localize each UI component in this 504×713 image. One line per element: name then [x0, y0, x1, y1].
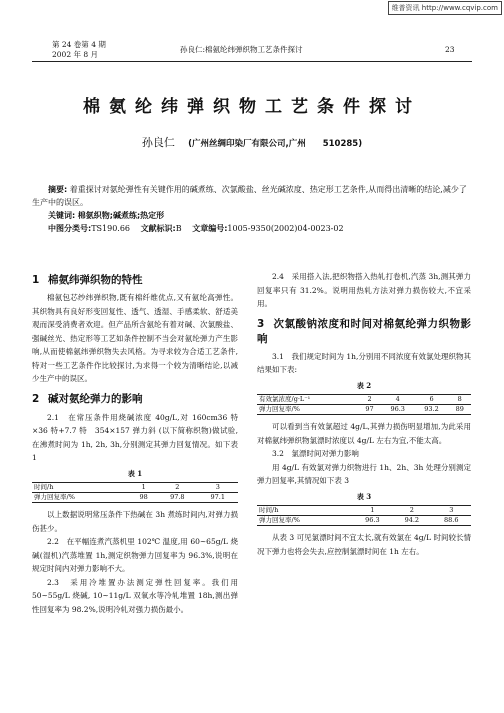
section-1-text: 棉氨包芯纱纬弹织物,既有棉纤维优点,又有氨纶高弹性。其织物具有良好形变回复性、透气、透湿、手感柔软、舒适美观而深受消费者欢迎。但产品所含氨纶有着对碱、次氯酸盐、强碱丝光、热定形等工艺如条件控制不当会对氨纶弹力产生影响,从而使棉氨纬弹织物失去风格。为寻求较为合适工艺条件,特对一些工艺条件作比较探讨,为求得一个较为清晰结论,以减少生产中的误区。	[32, 293, 238, 383]
table-row: 时间/h 1 2 3	[32, 483, 238, 493]
table-row: 弹力回复率/% 96.3 94.2 88.6	[257, 516, 471, 526]
table-3-caption: 表 3	[356, 491, 372, 501]
section-3-heading: 3 次氯酸钠浓度和时间对棉氨纶弹力织物影响	[257, 317, 471, 345]
left-column	[32, 273, 238, 616]
section-1-heading: 1 棉氨纬弹织物的特性	[32, 274, 143, 286]
table-1-caption: 表 1	[127, 468, 143, 478]
table-row: 弹力回复率/% 98 97.8 97.1	[32, 493, 238, 503]
abstract-block	[32, 183, 472, 235]
keywords-label: 关键词:	[48, 211, 76, 220]
table-2-caption: 表 2	[356, 380, 372, 390]
section-3-1-text: 3.1 我们规定时间为 1h,分别用不同浓度有效氯处理织物其结果如下表:	[257, 351, 471, 374]
section-3-1-conclusion: 可以看到当有效氯超过 4g/L,其弹力损伤明显增加,为此采用对棉氨纬弹织物氯漂时浓度以 4g/L 左右为宜,不能太高。	[257, 422, 471, 445]
table-row: 有效氯浓度/g·L⁻¹ 2 4 6 8	[257, 395, 471, 405]
section-3-2-heading: 3.2 氯漂时间对弹力影响	[272, 449, 359, 458]
section-2-3-text: 2.3 采用冷堆置办法测定弹性回复率。我们用 50~55g/L 烧碱, 10~11g/L 双氧水等冷轧堆置 18h,测出弹性回复率为 98.2%,说明冷轧对强力损伤最小。	[32, 577, 238, 614]
author-affiliation: (广州丝绸印染厂有限公司,广州 510285)	[188, 139, 363, 149]
abstract-label: 摘要:	[48, 185, 68, 194]
header-rule	[32, 61, 472, 62]
article-id-value: 1005-9350(2002)04-0023-02	[227, 224, 344, 233]
page-number: 23	[445, 45, 455, 54]
doc-code-value: B	[175, 224, 182, 233]
section-2-heading: 2 碱对氨纶弹力的影响	[32, 392, 143, 405]
article-id-label: 文章编号:	[192, 224, 228, 233]
table-1	[32, 482, 238, 503]
watermark-badge: 维普资讯 http://www.cqvip.com	[388, 1, 502, 15]
running-title: 孙良仁:棉氨纶纬弹织物工艺条件探讨	[180, 45, 303, 54]
clc-label: 中图分类号:	[48, 224, 92, 233]
section-2-1-conclusion: 以上数据说明常压条件下热碱在 3h 煮练时间内,对弹力损伤甚少。	[32, 510, 238, 533]
section-2-2-text: 2.2 在平幅连煮汽蒸机里 102℃ 温度,用 60~65g/L 烧碱(湿机)汽蒸堆置 1h,测定织物弹力回复率为 96.3%,说明在规定时间内对弹力影响不大。	[32, 537, 238, 573]
table-row: 弹力回复率/% 97 96.3 93.2 89	[257, 405, 471, 415]
table-row: 时间/h 1 2 3	[257, 506, 471, 516]
paper-title: 棉氨纶纬弹织物工艺条件探讨	[83, 97, 421, 117]
table-2	[257, 394, 471, 415]
table-3	[257, 505, 471, 526]
section-3-2-text: 用 4g/L 有效氯对弹力织物进行 1h、2h、3h 处理分别测定弹力回复率,其情况如下表 3	[257, 462, 471, 485]
right-column	[257, 270, 471, 558]
section-2-1-text: 2.1 在常压条件用烧碱浓度 40g/L,对 160cm36 特×36 特+7.7 特 354×157 弹力斜 (以下简称织物)做试验,在沸煮时间为 1h, 2h, 3h,分别测定其弹力回复情况。如下表 1	[32, 412, 238, 462]
author-line	[0, 134, 504, 150]
author-name: 孙良仁	[141, 136, 175, 149]
journal-volume: 第 24 卷第 4 期	[52, 40, 106, 49]
keywords-line	[32, 209, 472, 222]
journal-date: 2002 年 8 月	[52, 50, 99, 59]
keywords-text: 棉氨织物;碱煮练;热定形	[77, 211, 165, 220]
classification-line	[32, 222, 472, 235]
clc-value: TS190.66	[91, 224, 131, 233]
section-3-2-conclusion: 从表 3 可见氯漂时间不宜太长,就有效氯在 4g/L 时间较长情况下弹力也将会失去,应控制氯漂时间在 1h 左右。	[257, 533, 471, 556]
doc-code-label: 文献标识:	[140, 224, 176, 233]
abstract-text: 着重探讨对氨纶弹性有关键作用的碱煮练、次氯酸盐、丝光碱浓度、热定形工艺条件,从而得出清晰的结论,减少了生产中的误区。	[32, 185, 467, 207]
section-2-4-text: 2.4 采用搭入法,把织物搭入热轧打卷机,汽蒸 3h,测其弹力回复率只有 31.2%。说明用热轧方法对弹力损伤较大,不宜采用。	[257, 272, 471, 308]
